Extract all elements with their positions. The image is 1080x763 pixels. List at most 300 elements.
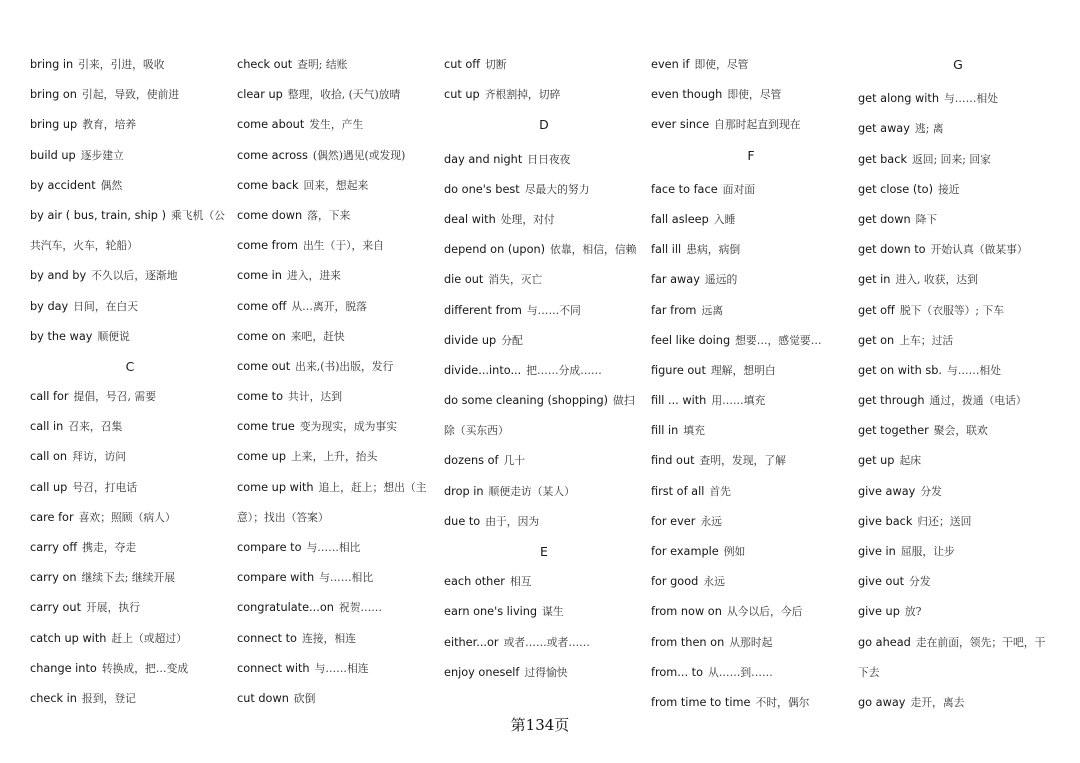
- phrase-english: catch up with: [30, 631, 107, 645]
- column-1: [30, 50, 230, 714]
- phrase-english: get through: [858, 394, 925, 408]
- section-heading: F: [747, 147, 755, 163]
- phrase-english: come in: [237, 269, 282, 283]
- phrase-chinese: 例如: [723, 545, 746, 558]
- phrase-entry: [651, 567, 851, 597]
- phrase-entry: [30, 563, 230, 593]
- phrase-chinese: 回来，想起来: [303, 178, 369, 192]
- phrase-english: drop in: [444, 484, 484, 498]
- phrase-english: give away: [858, 484, 916, 498]
- phrase-chinese: 尽最大的努力: [524, 182, 590, 196]
- phrase-english: give up: [858, 605, 900, 619]
- phrase-entry: [858, 386, 1058, 416]
- phrase-english: check out: [237, 58, 293, 71]
- phrase-chinese: 永远: [703, 575, 725, 589]
- phrase-chinese: 报到，登记: [81, 691, 136, 705]
- phrase-entry: [237, 624, 437, 654]
- phrase-chinese: 做扫: [613, 394, 635, 408]
- phrase-chinese: 几十: [503, 454, 526, 468]
- phrase-english: come up: [237, 450, 286, 464]
- phrase-entry: [30, 322, 230, 352]
- phrase-chinese: 分发: [920, 484, 942, 498]
- phrase-entry: [237, 503, 437, 533]
- phrase-entry: [444, 235, 644, 265]
- phrase-entry: [30, 50, 230, 80]
- phrase-entry: [651, 265, 851, 295]
- phrase-english: bring in: [30, 58, 74, 71]
- phrase-english: either...or: [444, 635, 499, 649]
- phrase-entry: [651, 597, 851, 627]
- phrase-english: come from: [237, 239, 298, 253]
- phrase-chinese: 顺便走访（某人）: [488, 484, 575, 498]
- phrase-chinese: 从……到……: [708, 665, 773, 679]
- phrase-chinese: 过得愉快: [524, 665, 568, 679]
- phrase-entry: [237, 533, 437, 563]
- phrase-english: call in: [30, 420, 64, 434]
- phrase-english: come about: [237, 118, 305, 132]
- phrase-entry: [858, 205, 1058, 235]
- phrase-entry: [237, 442, 437, 472]
- phrase-english: do one's best: [444, 182, 520, 196]
- phrase-english: change into: [30, 661, 97, 675]
- phrase-chinese: 引起，导致，使前进: [81, 88, 180, 102]
- phrase-chinese: (偶然)遇见(或发现): [312, 148, 406, 162]
- phrase-entry: [30, 503, 230, 533]
- phrase-chinese: 齐根割掉，切碎: [484, 88, 561, 102]
- phrase-chinese: 查明; 结账: [297, 58, 348, 71]
- phrase-english: by air ( bus, train, ship ): [30, 208, 166, 222]
- phrase-entry: [237, 261, 437, 291]
- phrase-entry: [237, 292, 437, 322]
- phrase-english: cut off: [444, 58, 481, 71]
- phrase-english: get down: [858, 212, 911, 226]
- phrase-english: face to face: [651, 182, 718, 196]
- phrase-english: get together: [858, 424, 929, 438]
- phrase-english: carry off: [30, 541, 78, 554]
- phrase-english: get away: [858, 122, 910, 136]
- phrase-english: by and by: [30, 269, 87, 283]
- phrase-entry: [651, 296, 851, 326]
- phrase-chinese: 把……分成……: [526, 363, 602, 377]
- phrase-english: die out: [444, 273, 484, 287]
- phrase-entry: [30, 473, 230, 503]
- phrase-english: day and night: [444, 152, 523, 166]
- phrase-english: fall asleep: [651, 212, 709, 226]
- phrase-chinese: 喜欢；照顾（病人）: [78, 510, 176, 524]
- phrase-entry: [651, 326, 851, 356]
- phrase-chinese: 走开，离去: [910, 695, 965, 709]
- phrase-english: depend on (upon): [444, 243, 546, 257]
- phrase-english: come across: [237, 148, 308, 162]
- column-2: [237, 50, 437, 714]
- phrase-chinese: 顺便说: [97, 329, 130, 343]
- phrase-chinese: 逃; 离: [914, 122, 944, 136]
- column-5: [858, 50, 1058, 714]
- phrase-entry: [30, 141, 230, 171]
- phrase-chinese: 分配: [501, 333, 523, 347]
- phrase-english: care for: [30, 510, 74, 524]
- phrase-english: connect with: [237, 661, 310, 675]
- phrase-entry: [444, 416, 644, 446]
- phrase-entry: [858, 326, 1058, 356]
- phrase-entry: [858, 296, 1058, 326]
- phrase-chinese: 屈服，让步: [900, 545, 955, 558]
- phrase-chinese: 出来,(书)出版，发行: [295, 359, 394, 373]
- phrase-english: different from: [444, 303, 522, 317]
- section-heading: D: [539, 117, 549, 133]
- phrase-chinese: 偶然: [100, 178, 123, 192]
- phrase-entry: [30, 533, 230, 563]
- phrase-entry: [30, 382, 230, 412]
- phrase-entry: [444, 175, 644, 205]
- phrase-entry: [858, 477, 1058, 507]
- phrase-chinese: 相互: [509, 575, 532, 589]
- phrase-chinese: 召来，召集: [68, 420, 123, 434]
- phrase-chinese: 祝贺……: [338, 601, 383, 615]
- phrase-english: each other: [444, 575, 505, 589]
- phrase-chinese: 进入, 收获，达到: [895, 273, 978, 287]
- phrase-english: come to: [237, 390, 284, 404]
- section-heading: G: [953, 57, 963, 72]
- phrase-english: bring on: [30, 88, 77, 102]
- phrase-chinese: 与……相连: [314, 661, 369, 675]
- phrase-english: get down to: [858, 243, 926, 257]
- phrase-english: congratulate...on: [237, 601, 334, 615]
- phrase-entry: [651, 507, 851, 537]
- phrase-entry: [651, 537, 851, 567]
- phrase-english: get up: [858, 454, 895, 468]
- phrase-entry: [651, 80, 851, 110]
- phrase-english: from now on: [651, 605, 722, 619]
- phrase-english: from time to time: [651, 695, 751, 709]
- phrase-entry: [237, 593, 437, 623]
- phrase-chinese: 远离: [701, 303, 724, 317]
- phrase-chinese: 即使，尽管: [727, 88, 782, 102]
- phrase-english: deal with: [444, 212, 496, 226]
- phrase-entry: [858, 84, 1058, 114]
- phrase-chinese: 从那时起: [729, 635, 773, 649]
- phrase-entry: [651, 110, 851, 140]
- phrase-english: cut down: [237, 691, 289, 705]
- phrase-chinese: 查明，发现，了解: [699, 454, 786, 468]
- phrase-chinese: 自那时起直到现在: [714, 118, 801, 132]
- phrase-chinese: 想要…，感觉要…: [735, 333, 822, 347]
- phrase-english: come out: [237, 359, 291, 373]
- phrase-entry: [237, 563, 437, 593]
- phrase-chinese: 走在前面，领先；干吧，干: [915, 635, 1046, 649]
- phrase-entry: [444, 446, 644, 476]
- phrase-english: go away: [858, 695, 906, 709]
- phrase-chinese: 归还；送回: [917, 514, 972, 528]
- phrase-entry: [651, 416, 851, 446]
- phrase-chinese: 共计，达到: [288, 390, 342, 404]
- phrase-chinese: 用……填充: [711, 394, 766, 408]
- phrase-english: cut up: [444, 88, 480, 102]
- column-3: [444, 50, 644, 684]
- phrase-chinese: 接近: [938, 182, 960, 196]
- phrase-chinese: 拜访，访问: [72, 450, 127, 464]
- phrase-entry: [444, 356, 644, 386]
- phrase-entry: [237, 352, 437, 382]
- phrase-entry: [444, 386, 644, 416]
- phrase-chinese: 与……不同: [526, 303, 581, 317]
- phrase-chinese: 脱下（衣服等）; 下车: [899, 303, 1005, 317]
- phrase-entry: [30, 412, 230, 442]
- phrase-chinese: 继续下去; 继续开展: [81, 571, 176, 585]
- phrase-english: carry on: [30, 571, 77, 585]
- phrase-entry: [858, 235, 1058, 265]
- phrase-english: feel like doing: [651, 333, 731, 347]
- phrase-english: by day: [30, 299, 69, 313]
- phrase-english: give out: [858, 575, 905, 589]
- phrase-english: come back: [237, 178, 299, 192]
- phrase-entry: [651, 446, 851, 476]
- phrase-english: even though: [651, 88, 723, 102]
- phrase-entry: [444, 326, 644, 356]
- phrase-chinese: 发生，产生: [309, 118, 364, 132]
- phrase-chinese: 依靠，相信，信赖: [550, 243, 637, 257]
- phrase-entry: [237, 654, 437, 684]
- phrase-english: far from: [651, 303, 697, 317]
- phrase-chinese: 遥远的: [704, 273, 738, 287]
- phrase-chinese: 首先: [709, 484, 731, 498]
- phrase-chinese: 切断: [485, 58, 507, 71]
- phrase-english: carry out: [30, 601, 82, 615]
- phrase-chinese: 上车；过活: [899, 333, 954, 347]
- phrase-entry: [237, 473, 437, 503]
- phrase-entry: [30, 171, 230, 201]
- phrase-english: build up: [30, 148, 76, 162]
- phrase-chinese: 日间，在白天: [73, 299, 139, 313]
- phrase-chinese: 与……相处: [947, 363, 1001, 377]
- phrase-chinese: 出生（于），来自: [302, 239, 384, 253]
- phrase-entry: [444, 597, 644, 627]
- phrase-entry: [30, 292, 230, 322]
- phrase-entry: [444, 265, 644, 295]
- phrase-chinese: 通过，拨通（电话）: [929, 394, 1027, 408]
- phrase-chinese: 从今以后，今后: [726, 605, 803, 619]
- phrase-english: far away: [651, 273, 700, 287]
- phrase-chinese: 逐步建立: [80, 148, 124, 162]
- phrase-english: give back: [858, 514, 913, 528]
- phrase-entry: [237, 322, 437, 352]
- phrase-chinese: 面对面: [722, 182, 756, 196]
- phrase-chinese: 入睡: [713, 212, 736, 226]
- phrase-english: get in: [858, 273, 891, 287]
- phrase-chinese: 整理，收拾, (天气)放晴: [287, 88, 401, 102]
- phrase-chinese: 理解，想明白: [710, 363, 776, 377]
- phrase-entry: [30, 654, 230, 684]
- phrase-english: due to: [444, 514, 481, 528]
- phrase-entry: [444, 205, 644, 235]
- phrase-chinese: 乘飞机（公: [170, 208, 225, 222]
- phrase-english: bring up: [30, 118, 78, 132]
- phrase-chinese: 引来，引进，吸收: [78, 58, 165, 71]
- phrase-english: go ahead: [858, 635, 911, 649]
- phrase-english: divide up: [444, 333, 497, 347]
- phrase-entry: [30, 593, 230, 623]
- phrase-english: connect to: [237, 631, 297, 645]
- phrase-entry: [30, 80, 230, 110]
- phrase-chinese: 即使，尽管: [694, 58, 749, 71]
- phrase-english: for example: [651, 545, 719, 558]
- phrase-entry: [651, 175, 851, 205]
- phrase-english: get on: [858, 333, 895, 347]
- phrase-chinese: 放?: [904, 605, 922, 619]
- phrase-chinese: 从…离开，脱落: [291, 299, 367, 313]
- phrase-chinese: 上来，上升，抬头: [291, 450, 378, 464]
- phrase-entry: [651, 356, 851, 386]
- phrase-english: enjoy oneself: [444, 665, 520, 679]
- phrase-chinese: 提倡，号召, 需要: [73, 390, 156, 404]
- phrase-entry: [444, 145, 644, 175]
- phrase-entry: [30, 231, 230, 261]
- phrase-english: come down: [237, 208, 303, 222]
- phrase-english: fill in: [651, 424, 679, 438]
- phrase-english: find out: [651, 454, 695, 468]
- phrase-chinese: 处理，对付: [500, 212, 555, 226]
- phrase-chinese: 聚会，联欢: [933, 424, 988, 438]
- phrase-english: by accident: [30, 178, 96, 192]
- phrase-entry: [444, 50, 644, 80]
- phrase-entry: [237, 50, 437, 80]
- phrase-entry: [30, 624, 230, 654]
- column-4: [651, 50, 851, 714]
- phrase-english: call on: [30, 450, 68, 464]
- phrase-english: dozens of: [444, 454, 499, 468]
- phrase-chinese: 与……相处: [944, 92, 998, 106]
- section-heading: C: [125, 358, 135, 374]
- phrase-entry: [651, 235, 851, 265]
- phrase-english: call for: [30, 390, 69, 404]
- phrase-entry: [444, 477, 644, 507]
- phrase-english: do some cleaning (shopping): [444, 394, 609, 408]
- phrase-chinese: 携走，夺走: [82, 541, 137, 554]
- phrase-entry: [858, 114, 1058, 144]
- phrase-english: get back: [858, 152, 907, 166]
- phrase-english: by the way: [30, 329, 93, 343]
- phrase-entry: [237, 231, 437, 261]
- phrase-english: fill ... with: [651, 394, 707, 408]
- phrase-chinese: 进入，进来: [286, 269, 341, 283]
- phrase-entry: [237, 201, 437, 231]
- phrase-english: come off: [237, 299, 287, 313]
- phrase-entry: [858, 658, 1058, 688]
- phrase-chinese: 砍倒: [293, 691, 316, 705]
- phrase-entry: [858, 597, 1058, 627]
- phrase-chinese: 追上，赶上；想出（主: [318, 480, 427, 494]
- phrase-english: for ever: [651, 514, 696, 528]
- phrase-chinese: 填充: [683, 424, 705, 438]
- phrase-chinese: 赶上（或超过）: [111, 631, 187, 645]
- phrase-english: for good: [651, 575, 699, 589]
- phrase-entry: [237, 110, 437, 140]
- phrase-entry: [30, 684, 230, 714]
- phrase-english: get along with: [858, 92, 940, 106]
- phrase-english: get off: [858, 303, 895, 317]
- section-heading: E: [540, 544, 548, 559]
- phrase-chinese: 号召，打电话: [72, 480, 138, 494]
- phrase-english: even if: [651, 58, 690, 71]
- phrase-entry: [651, 658, 851, 688]
- phrase-entry: [858, 567, 1058, 597]
- phrase-chinese: 降下: [915, 212, 938, 226]
- phrase-english: figure out: [651, 363, 706, 377]
- phrase-entry: [444, 658, 644, 688]
- phrase-english: get close (to): [858, 182, 933, 196]
- phrase-entry: [237, 382, 437, 412]
- phrase-chinese: 或者……或者……: [503, 635, 590, 649]
- phrase-entry: [237, 141, 437, 171]
- phrase-entry: [858, 356, 1058, 386]
- phrase-entry: [858, 416, 1058, 446]
- phrase-chinese: 消失，灭亡: [488, 273, 543, 287]
- phrase-english: compare to: [237, 541, 302, 554]
- phrase-chinese: 除（买东西）: [444, 424, 509, 438]
- phrase-entry: [858, 507, 1058, 537]
- phrase-chinese: 返回; 回来; 回家: [912, 152, 991, 166]
- page-number: 第134页: [510, 716, 570, 734]
- phrase-chinese: 来吧，赶快: [290, 329, 345, 343]
- phrase-chinese: 谋生: [542, 605, 564, 619]
- phrase-english: get on with sb.: [858, 363, 943, 377]
- phrase-entry: [651, 477, 851, 507]
- phrase-chinese: 开始认真（做某事）: [930, 243, 1028, 257]
- phrase-english: earn one's living: [444, 605, 538, 619]
- phrase-english: come on: [237, 329, 286, 343]
- phrase-chinese: 分发: [909, 575, 931, 589]
- phrase-entry: [444, 296, 644, 326]
- phrase-chinese: 变为现实，成为事实: [299, 420, 398, 434]
- phrase-entry: [858, 628, 1058, 658]
- phrase-entry: [30, 201, 230, 231]
- phrase-english: give in: [858, 545, 896, 558]
- phrase-chinese: 永远: [700, 514, 722, 528]
- phrase-entry: [30, 261, 230, 291]
- phrase-english: fall ill: [651, 243, 682, 257]
- phrase-chinese: 不久以后，逐渐地: [91, 269, 178, 283]
- phrase-entry: [858, 265, 1058, 295]
- phrase-english: check in: [30, 691, 77, 705]
- phrase-chinese: 下去: [858, 665, 880, 679]
- phrase-entry: [237, 684, 437, 714]
- phrase-entry: [444, 628, 644, 658]
- phrase-english: come up with: [237, 480, 314, 494]
- phrase-entry: [858, 446, 1058, 476]
- phrase-entry: [651, 50, 851, 80]
- phrase-chinese: 不时，偶尔: [755, 695, 810, 709]
- phrase-chinese: 日日夜夜: [527, 152, 571, 166]
- phrase-chinese: 意）；找出（答案）: [237, 510, 329, 524]
- phrase-english: come true: [237, 420, 295, 434]
- phrase-entry: [858, 145, 1058, 175]
- phrase-entry: [858, 175, 1058, 205]
- phrase-english: first of all: [651, 484, 705, 498]
- phrase-chinese: 落，下来: [307, 208, 351, 222]
- phrase-chinese: 由于，因为: [485, 514, 540, 528]
- phrase-entry: [444, 80, 644, 110]
- phrase-entry: [651, 628, 851, 658]
- phrase-chinese: 共汽车，火车，轮船）: [30, 239, 138, 253]
- phrase-entry: [858, 537, 1058, 567]
- phrase-entry: [237, 171, 437, 201]
- phrase-entry: [30, 442, 230, 472]
- phrase-chinese: 患病，病倒: [686, 243, 741, 257]
- phrase-chinese: 开展，执行: [86, 601, 140, 615]
- phrase-entry: [444, 567, 644, 597]
- phrase-entry: [444, 507, 644, 537]
- phrase-english: from... to: [651, 665, 703, 679]
